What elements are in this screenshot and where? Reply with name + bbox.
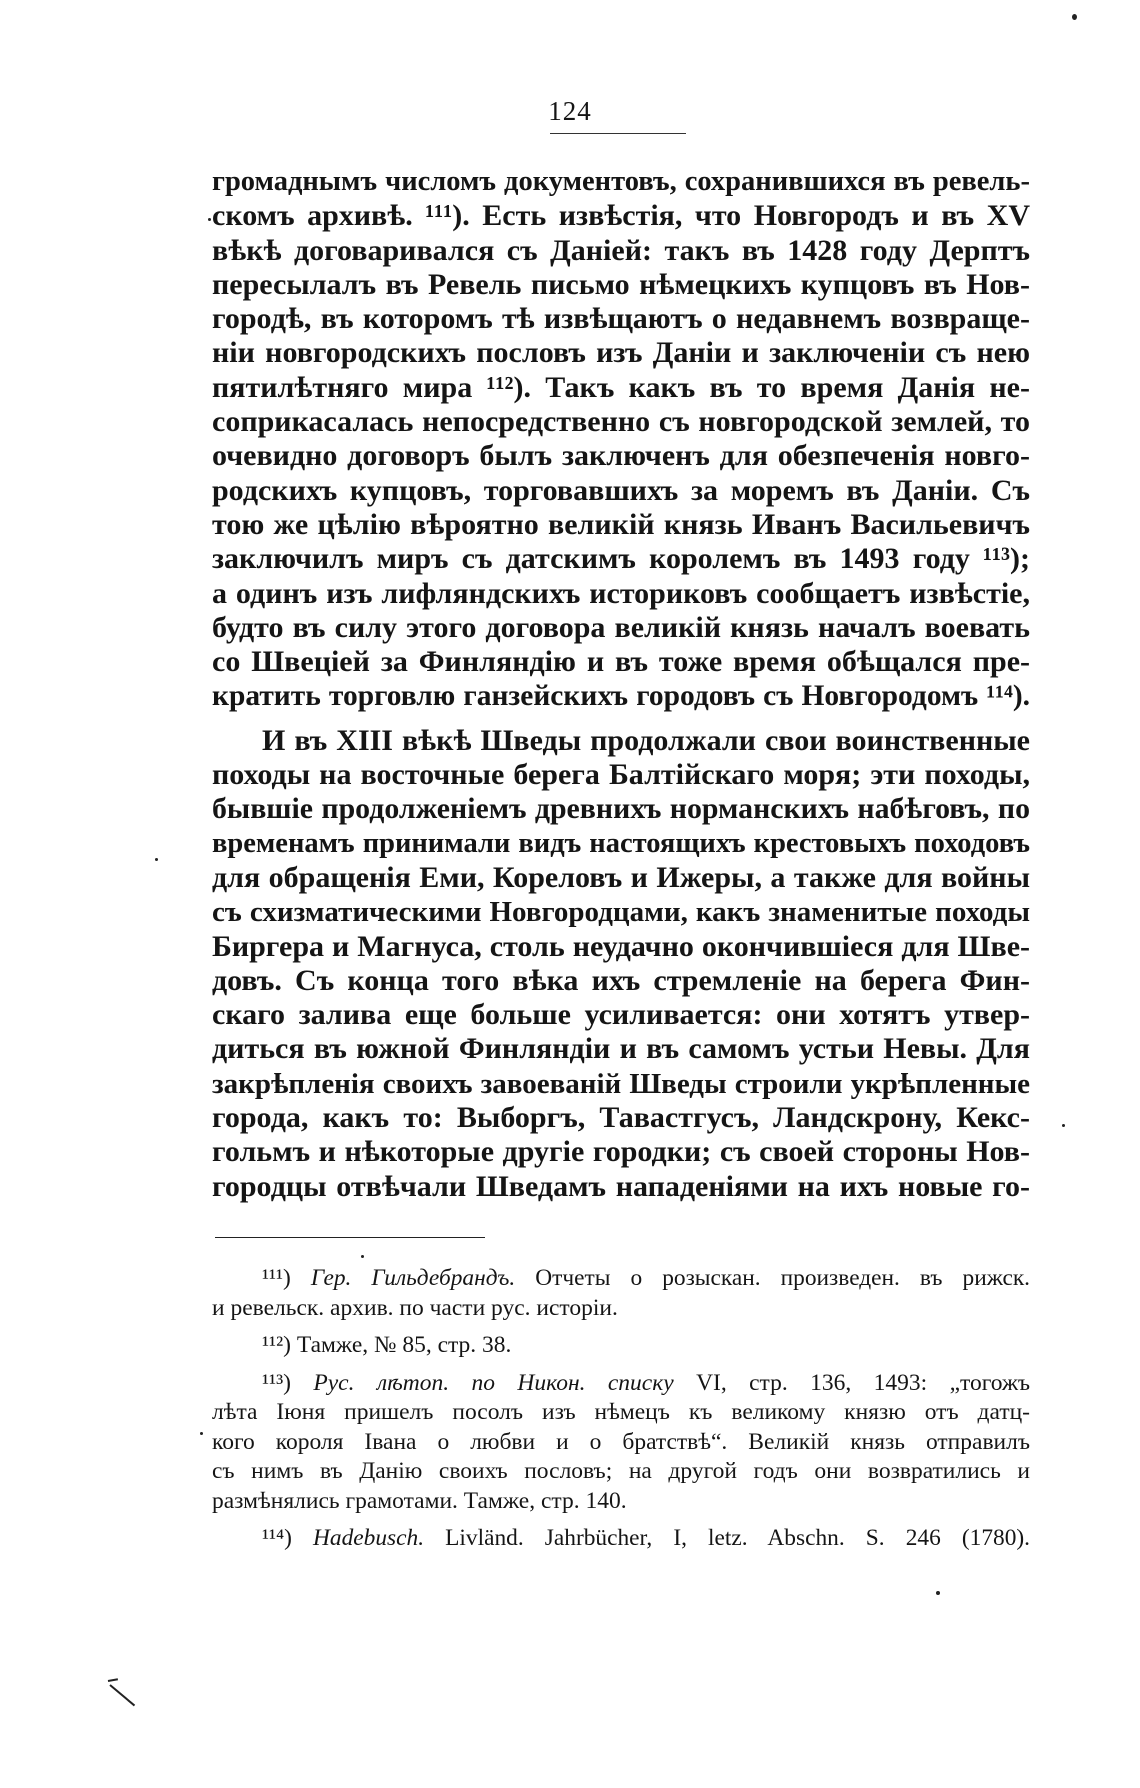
scan-speck: [1072, 14, 1077, 20]
text-line: кратить торговлю ганзейскихъ городовъ съ Новгородомъ ¹¹⁴).: [212, 680, 1030, 713]
text-line: довъ. Съ конца того вѣка ихъ стремленіе на берега Фин-: [212, 963, 1030, 997]
text-line: ніи новгородскихъ пословъ изъ Даніи и заключеніи съ нею: [212, 336, 1030, 370]
text-line: скаго залива еще больше усиливается: они хотятъ утвер-: [212, 998, 1030, 1032]
footnote-line: съ нимъ въ Данію своихъ пословъ; на другой годъ они возвратились и: [212, 1458, 1030, 1484]
text-line: очевидно договоръ былъ заключенъ для обезпеченія новго-: [212, 439, 1030, 473]
footnote-mark: ¹¹²): [262, 1332, 291, 1358]
text-line: со Швеціей за Финляндію и въ тоже время обѣщался пре-: [212, 645, 1030, 679]
text-line: И въ XIII вѣкѣ Шведы продолжали свои воинственные: [262, 723, 1030, 757]
scan-speck: [361, 1255, 364, 1258]
text-line: гольмъ и нѣкоторые другіе городки; съ своей стороны Нов-: [212, 1135, 1030, 1169]
text-line: заключилъ миръ съ датскимъ королемъ въ 1493 году ¹¹³);: [212, 542, 1030, 576]
footnote-text: VI, стр. 136, 1493: „тогожъ: [696, 1369, 1030, 1396]
footnote-mark: ¹¹¹): [262, 1265, 291, 1291]
scan-speck: [936, 1591, 940, 1595]
text-line: соприкасалась непосредственно съ новгородской землей, то: [212, 405, 1030, 439]
footnote-author: Гер. Гильдебрандъ.: [310, 1265, 516, 1291]
text-line: вѣкѣ договаривался съ Даніей: такъ въ 1428 году Дерптъ: [212, 233, 1030, 267]
scan-speck: [155, 858, 158, 861]
text-line: города, какъ то: Выборгъ, Тавастгусъ, Ландскрону, Кекс-: [212, 1101, 1030, 1135]
text-line: родскихъ купцовъ, торговавшихъ за моремъ въ Даніи. Съ: [212, 473, 1030, 507]
scan-speck: [1062, 1124, 1065, 1127]
footnote-line: и ревельск. архив. по части рус. исторіи.: [212, 1294, 618, 1321]
text-line: временамъ принимали видъ настоящихъ крестовыхъ походовъ: [212, 827, 1030, 859]
footnote-text: Отчеты о розыскан. произведен. въ рижск.: [535, 1265, 1031, 1291]
scan-speck: [208, 218, 211, 221]
footnote-114: [212, 1524, 1030, 1554]
text-line: тою же цѣлію вѣроятно великій князь Иванъ Васильевичъ: [212, 507, 1030, 541]
footnote-112: [212, 1331, 1030, 1361]
footnote-line: лѣта Іюня пришелъ посолъ изъ нѣмецъ къ великому князю отъ датц-: [212, 1399, 1030, 1425]
footnote-line: размѣнялись грамотами. Тамже, стр. 140.: [212, 1487, 627, 1514]
scan-mark: [109, 1684, 135, 1706]
page-number: 124: [548, 96, 592, 126]
text-line: съ схизматическими Новгородцами, какъ знаменитые походы: [212, 896, 1030, 929]
text-line: походы на восточные берега Балтійскаго моря; эти походы,: [212, 758, 1030, 792]
scan-mark: [108, 1678, 118, 1682]
text-line: Биргера и Магнуса, столь неудачно окончившіеся для Шве-: [212, 929, 1030, 963]
text-line: городѣ, въ которомъ тѣ извѣщаютъ о недавнемъ возвраще-: [212, 302, 1030, 336]
footnotes: [212, 1264, 1030, 1554]
paragraph-gap: [212, 714, 1030, 724]
footnote-111: [212, 1264, 1030, 1294]
footnote-mark: ¹¹⁴): [262, 1525, 292, 1551]
text-line: пятилѣтняго мира ¹¹²). Такъ какъ въ то время Данія не-: [212, 370, 1030, 404]
text-line: пересылалъ въ Ревель письмо нѣмецкихъ купцовъ въ Нов-: [212, 267, 1030, 301]
scan-speck: [200, 1432, 203, 1435]
text-line: скомъ архивѣ. ¹¹¹). Есть извѣстія, что Новгородъ и въ XV: [212, 199, 1030, 233]
footnote-text: Тамже, № 85, стр. 38.: [296, 1332, 512, 1358]
footnote-113: [212, 1369, 1030, 1399]
footnote-mark: ¹¹³): [262, 1369, 291, 1396]
footnote-source: Рус. лѣтоп. по Никон. списку: [313, 1369, 674, 1396]
text-line: бывшіе продолженіемъ древнихъ норманскихъ набѣговъ, по: [212, 792, 1030, 826]
footnote-line: кого короля Івана о любви и о братствѣ“. Великій князь отправилъ: [212, 1428, 1030, 1455]
footnote-rule: [215, 1237, 485, 1238]
body-text: [212, 165, 1030, 1204]
footnote-author: Hadebusch.: [313, 1525, 425, 1551]
text-line: закрѣпленія своихъ завоеваній Шведы строили укрѣпленные: [212, 1067, 1030, 1100]
text-line: громаднымъ числомъ документовъ, сохранившихся въ ревель-: [212, 166, 1030, 197]
text-line: городцы отвѣчали Шведамъ нападеніями на ихъ новые го-: [212, 1169, 1030, 1203]
text-line: будто въ силу этого договора великій князь началъ воевать: [212, 610, 1030, 644]
footnote-text: Livländ. Jahrbücher, I, letz. Abschn. S. 246 (1780).: [445, 1525, 1031, 1551]
page-number-rule: [550, 133, 686, 134]
text-line: диться въ южной Финляндіи и въ самомъ устьи Невы. Для: [212, 1032, 1030, 1066]
text-line: а одинъ изъ лифляндскихъ историковъ сообщаетъ извѣстіе,: [212, 576, 1030, 610]
text-line: для обращенія Еми, Кореловъ и Ижеры, а также для войны: [212, 860, 1030, 894]
